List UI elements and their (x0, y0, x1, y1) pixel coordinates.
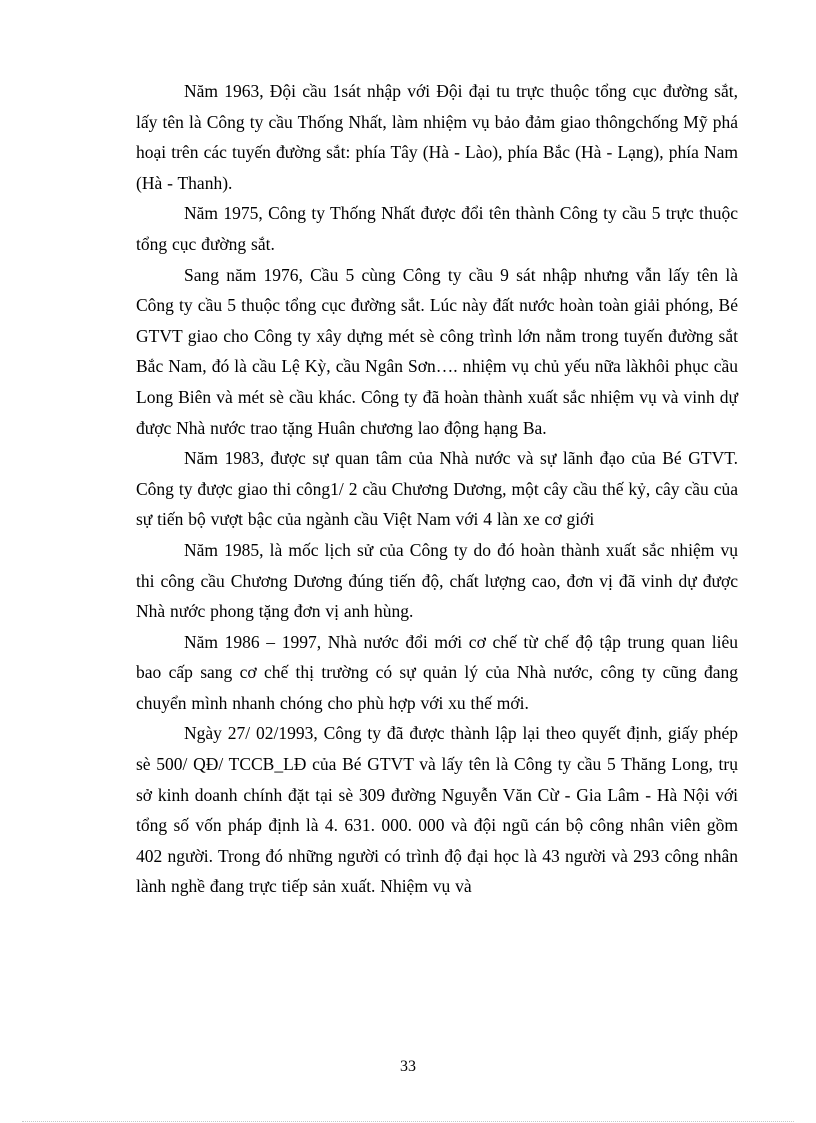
paragraph-1985: Năm 1985, là mốc lịch sử của Công ty do đó hoàn thành xuất sắc nhiệm vụ thi công cầu Chương Dương đúng tiến độ, chất lượng cao, đơn vị đã vinh dự được Nhà nước phong tặng đơn vị anh hùng. (136, 539, 738, 622)
paragraph-1975: Năm 1975, Công ty Thống Nhất được đổi tên thành Công ty cầu 5 trực thuộc tổng cục đường sắt. (136, 203, 738, 254)
document-body (136, 76, 738, 902)
paragraph-1963: Năm 1963, Đội cầu 1sát nhập với Đội đại tu trực thuộc tổng cục đường sắt, lấy tên là Công ty cầu Thống Nhất, làm nhiệm vụ bảo đảm giao thôngchống Mỹ phá hoại trên các tuyến đường sắt: phía Tây (Hà - Lào), phía Bắc (Hà - Lạng), phía Nam (Hà - Thanh). (136, 81, 738, 193)
paragraph-1983: Năm 1983, được sự quan tâm của Nhà nước và sự lãnh đạo của Bé GTVT. Công ty được giao thi công1/ 2 cầu Chương Dương, một cây cầu thế kỷ, cây cầu của sự tiến bộ vượt bậc của ngành cầu Việt Nam với 4 làn xe cơ giới (136, 448, 738, 530)
page-bottom-divider (22, 1121, 794, 1122)
paragraph-1993: Ngày 27/ 02/1993, Công ty đã được thành lập lại theo quyết định, giấy phép sè 500/ QĐ/ TCCB_LĐ của Bé GTVT và lấy tên là Công ty cầu 5 Thăng Long, trụ sở kinh doanh chính đặt tại sè 309 đường Nguyễn Văn Cừ - Gia Lâm - Hà Nội với tổng số vốn pháp định là 4. 631. 000. 000 và đội ngũ cán bộ công nhân viên gồm 402 người. Trong đó những người có trình độ đại học là 43 người và 293 công nhân lành nghề đang trực tiếp sản xuất. Nhiệm vụ và (136, 723, 738, 897)
page-number: 33 (400, 1058, 416, 1075)
paragraph-1986-1997: Năm 1986 – 1997, Nhà nước đổi mới cơ chế từ chế độ tập trung quan liêu bao cấp sang cơ chế thị trường có sự quản lý của Nhà nước, công ty cũng đang chuyển mình nhanh chóng cho phù hợp với xu thế mới. (136, 631, 738, 713)
paragraph-1976: Sang năm 1976, Cầu 5 cùng Công ty cầu 9 sát nhập nhưng vẫn lấy tên là Công ty cầu 5 thuộc tổng cục đường sắt. Lúc này đất nước hoàn toàn giải phóng, Bé GTVT giao cho Công ty xây dựng mét sè công trình lớn nằm trong tuyến đường sắt Bắc Nam, đó là cầu Lệ Kỳ, cầu Ngân Sơn…. nhiệm vụ chủ yếu nữa làkhôi phục cầu Long Biên và mét sè cầu khác. Công ty đã hoàn thành xuất sắc nhiệm vụ và vinh dự được Nhà nước trao tặng Huân chương lao động hạng Ba. (136, 264, 738, 438)
